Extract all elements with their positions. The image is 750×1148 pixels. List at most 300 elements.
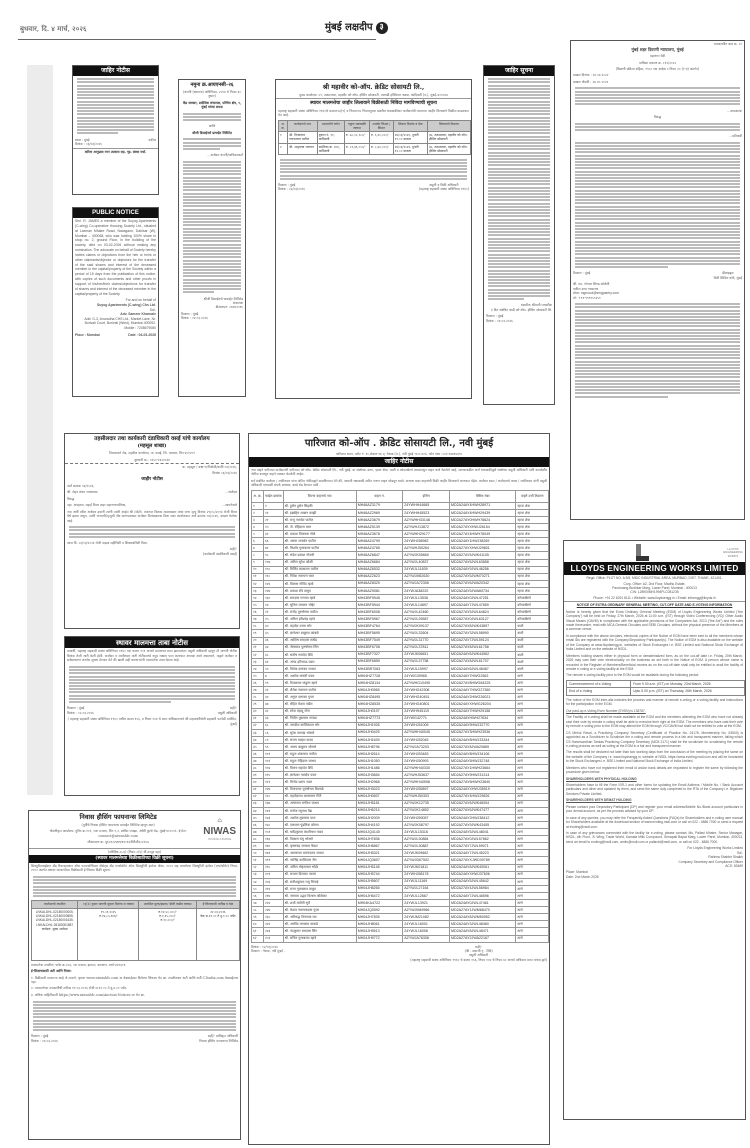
table-cell: MD2A27AY8JWK43897 <box>450 623 516 630</box>
public-notice <box>72 207 159 397</box>
table-cell: श्री. विकास राघु भोसले <box>283 836 356 843</box>
table-cell: 24YWHH45523 <box>403 509 450 516</box>
table-row <box>252 786 549 793</box>
date: Date: 2nd March 2026 <box>566 874 599 879</box>
table-cell: ६१ <box>252 928 264 935</box>
table-cell: MD2A24AY7HWG2563 <box>450 673 516 680</box>
table-cell: श्री. हुसेन हुसेन सिद्दकी <box>283 502 356 509</box>
table-row <box>252 800 549 807</box>
table-cell: MD2A27AY6HWH23840 <box>450 779 516 786</box>
table-cell: १२१ <box>263 779 283 786</box>
text-line <box>575 338 740 340</box>
table-cell: MD2A24AY2HWJ38412 <box>450 814 516 821</box>
table-cell: 24YWHJ58178 <box>403 871 450 878</box>
table-cell: MH04JH9513 <box>356 928 403 935</box>
table-row <box>252 793 549 800</box>
text-line <box>488 199 550 201</box>
table-cell: न्हावा शेवा <box>516 502 549 509</box>
table-cell: MH04JH2968 <box>356 779 403 786</box>
text-line <box>488 91 550 93</box>
notice-header: जाहिर सूचना <box>484 66 554 76</box>
table-row <box>252 616 549 623</box>
table-cell: ४१ <box>252 786 264 793</box>
text-line <box>575 206 740 208</box>
parijat-header: जाहिर नोटीस <box>249 457 549 467</box>
niwas-logo-text: NIWAS <box>203 825 236 837</box>
table-cell: न्हावा शेवा <box>516 531 549 538</box>
para-11: Please contact your Depository Participant (DP) and register your email address/Mobile No./Bank account particulars in your demat account, as per the process advised by your DP. <box>566 804 743 814</box>
table-cell: २४२ <box>263 921 283 928</box>
issue-date: बुधवार, दि. ४ मार्च, २०२६ <box>20 25 87 33</box>
table-cell: रु. ८,७०,०००/- <box>369 143 393 155</box>
table-cell: ठाणे <box>516 914 549 921</box>
table-row <box>252 892 549 899</box>
table-cell: श्री. केशव नारायणदास गुप्ता <box>283 907 356 914</box>
table-cell: श्री. सलाम दिलावर पठाण <box>283 871 356 878</box>
table-cell: AZYWHG10495 <box>403 680 450 687</box>
text-line <box>488 117 550 119</box>
table-cell: MD2A27AY3HWH23536 <box>450 729 516 736</box>
signatory-sub: ( महाराष्ट्र सहकारी संस्था अधिनियम १९६० मधील कलम १५६, व नियम १०७ चे प्रान्त अधिकारान्वये श्री महालक्ष्मीचेली सहकारी पतपेढी मर्यादित, मुंबई) <box>67 717 237 726</box>
table-cell: २४३ <box>263 928 283 935</box>
table-cell: ३१ <box>252 715 264 722</box>
table-cell: AZYWJA73203 <box>403 743 450 750</box>
table-cell: कोपरखैरणे <box>516 616 549 623</box>
for-company: For Lloyds Engineering Works Limited <box>687 846 743 851</box>
table-cell: १०४ <box>263 765 283 772</box>
table-cell: रु. ८२,३९,०००/- <box>344 143 369 155</box>
table-row <box>252 900 549 907</box>
matter: आणि <box>208 124 216 129</box>
text-line <box>488 104 550 106</box>
page-number-badge: ३ <box>376 22 388 34</box>
table-cell: १६ <box>252 609 264 616</box>
table-cell: 24YWJK01811 <box>403 864 450 871</box>
text-line <box>575 228 740 230</box>
table-cell: MH46AZ8320 <box>356 580 403 587</box>
table-cell: AZYWJL27164 <box>403 885 450 892</box>
text-line <box>575 241 740 243</box>
table-cell: श्री. आशिष रामदास राठोड <box>283 637 356 644</box>
table-cell: MH04JH8265 <box>356 885 403 892</box>
table-cell: 24YWHH45119 <box>403 708 450 715</box>
text-line <box>575 313 740 315</box>
table-cell: २१७ <box>263 892 283 899</box>
company: श्रीजी डिसाईनर्स प्रायव्हेट लिमिटेड <box>192 130 232 135</box>
demand-amount: रु.१४,८५,९४६/- <box>99 914 118 919</box>
text-line <box>575 190 740 192</box>
terms-header: ई-लिलावासाठी अटी आणि नियम: <box>31 969 72 974</box>
auction-table <box>278 120 471 156</box>
text-line <box>488 289 550 291</box>
text-line <box>488 203 550 205</box>
table-cell: १४ <box>263 602 283 609</box>
mahavir-auction-notice <box>275 79 472 399</box>
advocate-sub: वकील उच्च न्यायालय <box>573 286 599 291</box>
table-row <box>252 779 549 786</box>
table-cell: १९१ <box>263 857 283 864</box>
table-row <box>252 538 549 545</box>
public-notice-header: PUBLIC NOTICE <box>73 208 158 218</box>
table-cell: MD2A24AY0JWL47461 <box>450 900 516 907</box>
property-details: मालमत्तेचा तपशील: फ्लॅट क्र.२०३, २रा मजला, इमारत, कल्याण, ठाणे-४२१३०१. <box>31 962 127 967</box>
place: ठिकाण : नेरूळ, नवी मुंबई . <box>251 949 285 954</box>
table-cell: १ <box>263 502 283 509</box>
text-line <box>575 310 740 312</box>
table-cell: MH04JH0837 <box>356 793 403 800</box>
appendix: (परिशिष्ट–४–ए) (नियम ८(६) ची तरतूद पहा) <box>107 849 162 854</box>
loan-account: LNKALDHL-02180000855, <box>35 914 74 919</box>
table-cell: MD2A27AYXHWJ26154 <box>450 524 516 531</box>
table-cell: 24YWHJ53483 <box>403 751 450 758</box>
table-cell: न्हावा शेवा <box>516 524 549 531</box>
parijat-vehicle-notice <box>248 433 550 1145</box>
table-cell: AZYWJM52630 <box>403 573 450 580</box>
text-line <box>488 94 550 96</box>
lloyds-logo <box>564 541 745 562</box>
regd-office: Regd. Office: PLOT NO. A 5/5, MIDC INDUSTRIAL AREA, MURBAD, DIST. THANE- 421401. <box>586 576 723 581</box>
table-cell: श्री. अजय बाबुराव भोसले <box>283 743 356 750</box>
text-line <box>488 225 550 227</box>
sd: Sd/- <box>736 850 743 855</box>
table-cell: ३० <box>263 694 283 701</box>
table-cell: ३७ <box>263 701 283 708</box>
text-line <box>575 164 740 166</box>
table-cell: ४० <box>252 779 264 786</box>
table-cell: ठाणे <box>516 857 549 864</box>
margin-strip <box>27 65 53 795</box>
niwas-logo-sub: HOUSING FINANCE <box>207 838 232 842</box>
column-header: त्रिज्या वाहनाचे नाव <box>283 490 356 502</box>
niwas-cin: सीआयएन क्र. यु६५९२२एमएच२०१६पीटीसी२८२२५४ <box>87 840 149 845</box>
contact: Phone: +91 22 6291 8111 • Website: www.lloydsengg.in • Email: infoengg@lloyds.in <box>564 595 745 602</box>
table-cell: ठाणे <box>516 793 549 800</box>
text-line <box>488 244 550 246</box>
table-cell: MH43BF6859 <box>356 658 403 665</box>
table-cell: MH04JH7836 <box>356 836 403 843</box>
table-cell: MD2A27AY6JWK46054 <box>450 800 516 807</box>
table-cell: ठाणे <box>516 743 549 750</box>
table-cell: MH46AZ6532 <box>356 566 403 573</box>
niwas-address: नोंदणीकृत कार्यालय: युनिट क्र.१०१, १ला मजला, विंग १,२, बाधित प्लाझा, अंधेरी कुर्ला रोड, मुंबई-४०००५९. ई-मेल: connect@niwashfc.com <box>49 829 187 838</box>
table-cell: MH04JH0565 <box>356 687 403 694</box>
table-cell: AZYWJM49966 <box>403 907 450 914</box>
text-line <box>488 282 550 284</box>
table-cell: श्री. सचिन गुलाबराव म्हात्रे <box>283 935 356 942</box>
table-cell: 24YWJL14897 <box>403 602 450 609</box>
signatory: संचालक <box>233 301 243 305</box>
table-cell: ३४ <box>252 736 264 743</box>
text-line <box>488 209 550 211</box>
advocate-address: Add: G-3, Anuradha CHS Ltd., Market Lane, Nr. Borivali Court, Borivali (West), Mumbai 400092. <box>84 316 156 326</box>
table-cell: श्री. इब्राहिम शाबान काझी <box>283 509 356 516</box>
table-cell: MD2A24AY8JWK40061 <box>450 864 516 871</box>
text-line <box>488 257 550 259</box>
text-line <box>575 161 740 163</box>
table-row <box>252 843 549 850</box>
text-line <box>488 190 550 192</box>
table-cell: २७/०३/२०२६, दुपारी ११.०० वाजता <box>393 132 427 144</box>
table-cell: श्री. अनिल सुरेश कोळी <box>283 559 356 566</box>
table-cell: २०६ <box>263 878 283 885</box>
table-cell: MH04JQ0592 <box>356 907 403 914</box>
text-line <box>575 202 740 204</box>
table-cell: 24YWJK06651 <box>403 651 450 658</box>
table-cell: 24YWJL15997 <box>403 665 450 672</box>
table-cell: MD2A27AY1JWM68470 <box>450 907 516 914</box>
table-cell: ९८ <box>263 552 283 559</box>
table-cell: कोपरखैरणे <box>516 602 549 609</box>
table-cell: AZYWHH33148 <box>403 516 450 523</box>
table-cell: ८६ <box>263 729 283 736</box>
text-line <box>575 180 740 182</box>
text-line <box>488 101 550 103</box>
table-cell: श्री. राजा गुलाबराव ठाकूर <box>283 885 356 892</box>
demat-header: SHAREHOLDERS WITH DEMAT HOLDING <box>566 798 632 803</box>
table-cell: ठाणे <box>516 786 549 793</box>
text-line <box>488 126 550 128</box>
table-cell: MH04JH5744 <box>356 871 403 878</box>
table-cell: ठाणे <box>516 885 549 892</box>
table-cell: ३७ <box>252 758 264 765</box>
column-header: अ. क्र. <box>252 490 264 502</box>
court-name: मुंबई शहर दिवाणी न्यायालय, मुंबई <box>631 47 684 53</box>
table-cell: २६ <box>252 680 264 687</box>
table-cell: श्री. संजय मल्हार कदम <box>283 736 356 743</box>
table-cell: MD2A27AY8JWL61758 <box>450 644 516 651</box>
table-cell: MH43BF7327 <box>356 651 403 658</box>
table-row <box>252 658 549 665</box>
text-line <box>575 253 740 255</box>
footer-company: श्रीजी डिसाईनर्स प्रायव्हेट लिमिटेड <box>203 296 243 301</box>
advocate-phone: मो: +९१-९९९१५९२५१ <box>573 295 601 300</box>
table-cell: ठाणे <box>516 878 549 885</box>
corp-office: Corp. Office: A2, 2nd Floor, Madhu Estate, <box>623 581 686 586</box>
table-cell: दुकान नं. ९१, कांदिवली <box>317 132 344 144</box>
table-cell: २० <box>252 637 264 644</box>
text-line <box>575 392 740 394</box>
text-line <box>575 348 740 350</box>
table-cell: श्री. रामदास गणपत म्हात्रे <box>283 595 356 602</box>
table-cell: AZYWJL42460 <box>403 609 450 616</box>
table-row <box>252 907 549 914</box>
table-cell: १२७ <box>263 786 283 793</box>
table-cell: ४९ <box>252 843 264 850</box>
table-cell: MD2A27AY5JWM70271 <box>450 573 516 580</box>
table-cell: AZYWJL40837 <box>403 559 450 566</box>
table-cell: ५७ <box>252 900 264 907</box>
table-cell: १२ <box>252 580 264 587</box>
table-row <box>252 914 549 921</box>
text-line <box>488 155 550 157</box>
table-cell: MD2A27AY4HWJ29826 <box>450 793 516 800</box>
text-line <box>575 367 740 369</box>
table-cell: MD2A27AY8HWG84225 <box>450 680 516 687</box>
office-title: तहसीलदार तथा कार्यकारी दंडाधिकारी वसई यांचे कार्यालय <box>94 436 210 442</box>
table-cell: MD2A27AY5JWK41105 <box>450 552 516 559</box>
table-cell: ५९ <box>252 914 264 921</box>
table-cell: १६६ <box>263 836 283 843</box>
table-row <box>252 516 549 523</box>
table-cell: AZYWJK14852 <box>403 807 450 814</box>
table-cell: 24YWHJ50993 <box>403 758 450 765</box>
table-row <box>252 836 549 843</box>
evoting-cell: Upto 5.00 p.m. (IST) on Thursday, 26th March, 2026 <box>631 688 745 696</box>
signatory: वसुली व विक्री अधिकारी <box>429 182 459 187</box>
table-cell: MH46AZ3678 <box>356 531 403 538</box>
table-cell: वाशी <box>516 651 549 658</box>
text-line <box>488 113 550 115</box>
table-cell: वाशी <box>516 665 549 672</box>
table-row <box>279 143 471 155</box>
table-cell: 24YWJL11169 <box>403 878 450 885</box>
table-row <box>252 545 549 552</box>
table-cell: MD2A27AY7JWL59071 <box>450 843 516 850</box>
table-cell: AZYWHJ13872 <box>403 524 450 531</box>
notice-body: ज्या अर्थी वरील अर्जदार हयांनी त्यांनी त्यांनी आहेत श्री /सौ/मे. मंजराज विलास माळवदकर यांचा जन्म मृत्यू दिनांक २९/०८/२०१३ रोजी विरार येथे झाला असून, त्यांनी जन्माची/मृत्यूची नोंद करण्याबाबत अर्जदार विलंबाबतचा दिला सदर कार्यालयात अर्ज क्रमांक ०४/२०२६, दाखल केलेला आहे. <box>67 509 237 523</box>
table-cell: ३७, तळमजला, महावीर को-ऑप. हौसिंग सोसायटी <box>427 143 470 155</box>
table-cell: MH04HZ8134 <box>356 680 403 687</box>
table-cell: ठाणे <box>516 772 549 779</box>
table-cell: MH04JH5472 <box>356 892 403 899</box>
date: दिनांक : ०४.०३.२०२६ <box>486 318 513 323</box>
table-cell: न्हावा शेवा <box>516 580 549 587</box>
table-row <box>252 559 549 566</box>
table-cell: AZYWJA72306 <box>403 580 450 587</box>
niwas-subtitle: (पूर्वीचे निवास हौसिंग फायनान्स प्रायव्हेट लिमिटेड म्हणून ज्ञात) <box>81 822 155 827</box>
possession-notice <box>64 636 240 796</box>
place: Place : Mumbai <box>75 332 100 337</box>
table-cell: श्री. सतीशकुमार राघु चिनाई <box>283 878 356 885</box>
ref-date: दिनांक ०३/०३/२०२६ <box>212 471 237 476</box>
table-row <box>252 630 549 637</box>
text-line <box>575 351 740 353</box>
table-cell: MD2A27AY0JWL57862 <box>450 836 516 843</box>
table-cell: ५० <box>252 850 264 857</box>
table-cell: 24YWJL13538 <box>403 595 450 602</box>
table-cell: MH46AZ2969 <box>356 509 403 516</box>
text-line <box>575 250 740 252</box>
text-line <box>488 266 550 268</box>
rule: (दिवाणी प्रक्रिया संहिता, १९०८ च्या आदेश ५ नियम २० (१-ए) अंतर्गत) <box>615 66 700 71</box>
table-cell: २५ <box>263 616 283 623</box>
table-cell: AZYWHH40045 <box>403 729 450 736</box>
table-cell: श्री. अशोक मारुती पवार <box>283 673 356 680</box>
table-cell: १७१ <box>263 850 283 857</box>
text-line <box>575 231 740 233</box>
text-line <box>488 129 550 131</box>
date: Date : 04-03-2026 <box>128 332 156 337</box>
table-cell: MH04JH1639 <box>356 736 403 743</box>
table-cell: श्री. शैलेश नारायण पाटील <box>283 687 356 694</box>
table-cell: MD2A27AY0HWH78624 <box>450 516 516 523</box>
table-cell: १०८ <box>263 566 283 573</box>
column-header: लिलाव दिनांक व वेळ <box>393 120 427 132</box>
table-row <box>252 509 549 516</box>
table-cell: ११८ <box>263 573 283 580</box>
table-cell: ३५ <box>252 743 264 750</box>
table-cell: श्री. अनंतराव भगीरथ जाधव <box>283 800 356 807</box>
text-line <box>575 266 668 268</box>
company-foot: निवास हौसिंग फायनान्स लिमिटेड <box>199 1038 238 1043</box>
table-cell: ४३ <box>252 800 264 807</box>
table-cell: ३७, तळमजला, महावीर को-ऑप. हौसिंग सोसायटी <box>427 132 470 144</box>
table-cell: न्हावा शेवा <box>516 559 549 566</box>
place: Place: Mumbai <box>566 870 588 875</box>
table-cell: श्री. रमेश महादू जेना <box>283 708 356 715</box>
footer: ३ दिन संबंधित चांडी को-ऑप. हौसिंग सोसायटी लि. <box>491 307 552 312</box>
table-row <box>279 132 471 144</box>
table-cell: ठाणे <box>516 836 549 843</box>
between: विरुद्ध <box>653 115 662 120</box>
table-cell: MH43BF4764 <box>356 623 403 630</box>
table-cell: MD2A27AY1HWH23664 <box>450 765 516 772</box>
signatory: डीलाइड्स <box>722 271 734 276</box>
table-cell: MD2A27AY9JWK43455 <box>450 822 516 829</box>
table-cell: ४२ <box>252 793 264 800</box>
column-header: ई-लिलावाची तारीख व वेळ <box>196 901 239 908</box>
lloyds-egm-notice <box>563 540 746 1120</box>
sign-role: (कार्यकारी दंडाधिकारी वसई) <box>202 551 237 556</box>
text-line <box>575 196 740 198</box>
para-6: The Facility of e-voting shall be made available at the EGM and the members attending the EGM who have not already cast their vote by remote e-voting shall be able to exercise their right at the EGM. The members who have cast their vote by remote e-voting prior to the EGM may attend the EGM through VC/OAVM but shall not be entitled to vote at the EGM. <box>566 715 743 729</box>
table-cell: MD2A24AY1HWJ38269 <box>450 538 516 545</box>
table-cell: श्री. विवेक दत्तात्रय जाधव <box>283 665 356 672</box>
roof-icon: ⌂ <box>217 816 222 824</box>
text-line <box>488 222 550 224</box>
table-cell: MD2A24AY4HWH29439 <box>450 509 516 516</box>
table-cell: १४१ <box>263 807 283 814</box>
table-cell: १०७ <box>263 559 283 566</box>
cs-role: Company Secretary and Compliance Officer <box>678 859 743 864</box>
text-line <box>575 260 740 262</box>
table-cell: AZYWJL39587 <box>403 616 450 623</box>
loan-account: LNKALDHL-02180001635, <box>35 918 74 923</box>
society-title: श्री महावीर को-ऑप. क्रेडिट सोसायटी लि., <box>322 83 425 91</box>
text-line <box>488 107 550 109</box>
text-line <box>575 247 740 249</box>
text-line <box>488 139 550 141</box>
table-cell: श्री. ज्ञानेश्वर बाबुराव कांबळे <box>283 630 356 637</box>
table-cell: AZYWJL37758 <box>403 658 450 665</box>
table-cell: ६२ <box>252 935 264 942</box>
table-row <box>252 928 549 935</box>
text-line <box>488 196 550 198</box>
table-cell: MH04JH3023 <box>356 786 403 793</box>
table-cell: MD2A24AY8HWJ34106 <box>450 751 516 758</box>
table-cell: श्री. मनोज रघुनाथ वैद्य <box>283 807 356 814</box>
table-cell: श्री. किशोर गुलाबराव पाटील <box>283 545 356 552</box>
text-line <box>488 285 550 287</box>
table-cell: श्री. दिनकराव गणपतराव पाटील <box>288 132 318 144</box>
table-cell: २ <box>279 143 288 155</box>
table-cell: २२४ <box>263 900 283 907</box>
table-cell: श्री. जयराम उद्धव विलास कोळेकर <box>283 892 356 899</box>
table-cell: AZYWJL30864 <box>403 836 450 843</box>
table-row <box>252 602 549 609</box>
vehicle-table <box>251 490 549 943</box>
table-cell: MD2A24AYHWH27634 <box>450 715 516 722</box>
text-line <box>488 215 550 217</box>
officer-role: वसुली अधिकारी <box>469 953 489 958</box>
notice-body <box>73 76 158 137</box>
table-cell: न्हावा शेवा <box>516 566 549 573</box>
table-cell: न्हावा शेवा <box>516 545 549 552</box>
lloyds-logo-icon <box>634 544 650 562</box>
cin: CIN: L28900MH1994PLC081235 <box>630 590 679 595</box>
table-row <box>252 680 549 687</box>
table-cell: ठाणे <box>516 687 549 694</box>
